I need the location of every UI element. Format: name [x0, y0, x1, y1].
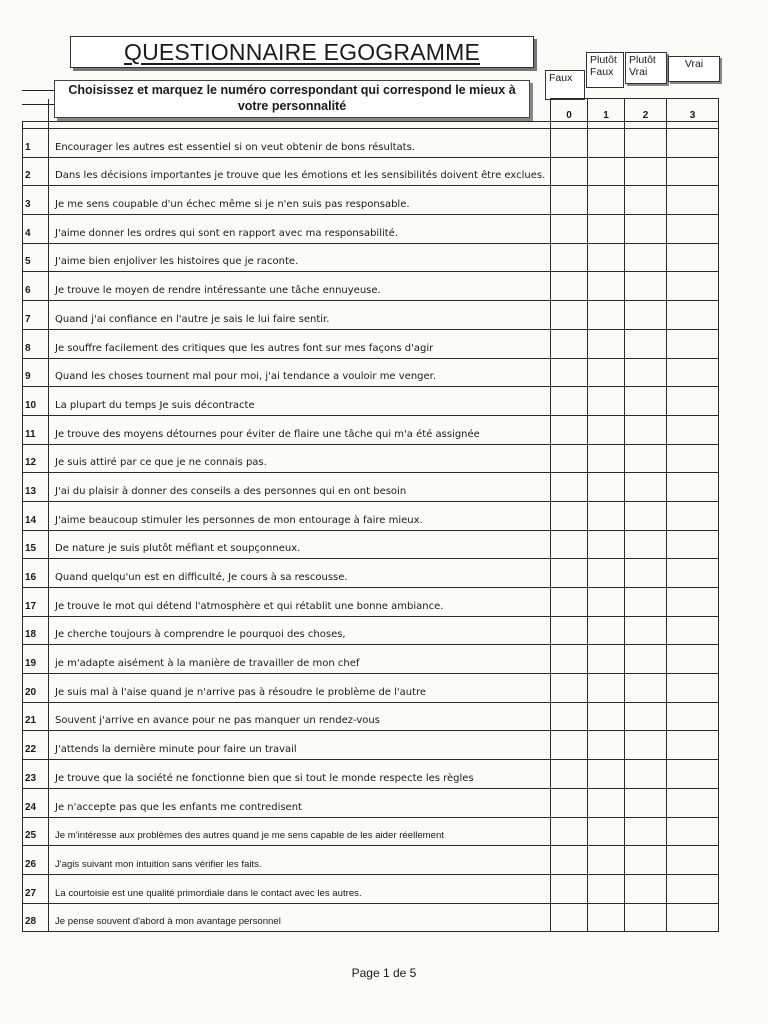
item-statement: Encourager les autres est essentiel si on veut obtenir de bons résultats.: [49, 129, 551, 158]
answer-cell-0[interactable]: [551, 358, 588, 387]
answer-cell-0[interactable]: [551, 645, 588, 674]
item-statement: Je trouve des moyens détournes pour éviter de flaire une tâche qui m'a été assignée: [49, 415, 551, 444]
answer-cell-1[interactable]: [588, 358, 625, 387]
item-statement: Je n'accepte pas que les enfants me contredisent: [49, 788, 551, 817]
answer-cell-3[interactable]: [667, 788, 719, 817]
item-number: 21: [23, 702, 49, 731]
item-statement: De nature je suis plutôt méfiant et soupçonneux.: [49, 530, 551, 559]
table-row: [23, 129, 719, 158]
answer-cell-0[interactable]: [551, 702, 588, 731]
item-statement: Je trouve que la société ne fonctionne bien que si tout le monde respecte les règles: [49, 760, 551, 789]
scale-value-0: 0: [551, 99, 588, 122]
answer-cell-2[interactable]: [625, 846, 667, 875]
scale-label: Plutôt Faux: [590, 54, 617, 78]
answer-cell-1[interactable]: [588, 387, 625, 416]
table-row: [23, 616, 719, 645]
item-statement: J'agis suivant mon intuition sans vérifier les faits.: [49, 846, 551, 875]
item-statement: Je me sens coupable d'un échec même si je n'en suis pas responsable.: [49, 186, 551, 215]
table-row: [23, 473, 719, 502]
table-row: [23, 788, 719, 817]
table-row: [23, 674, 719, 703]
answer-cell-0[interactable]: [551, 788, 588, 817]
empty-cell: [667, 122, 719, 129]
table-row: [23, 215, 719, 244]
table-stub-line: [22, 90, 54, 91]
table-row: [23, 702, 719, 731]
answer-cell-1[interactable]: [588, 215, 625, 244]
answer-cell-3[interactable]: [667, 186, 719, 215]
answer-cell-1[interactable]: [588, 501, 625, 530]
item-statement: Souvent j'arrive en avance pour ne pas manquer un rendez-vous: [49, 702, 551, 731]
scale-header-faux: [545, 70, 585, 100]
item-number: 10: [23, 387, 49, 416]
item-statement: J'attends la dernière minute pour faire un travail: [49, 731, 551, 760]
answer-cell-3[interactable]: [667, 903, 719, 932]
item-number: 26: [23, 846, 49, 875]
answer-cell-2[interactable]: [625, 301, 667, 330]
item-number: 2: [23, 157, 49, 186]
answer-cell-2[interactable]: [625, 129, 667, 158]
table-row: [23, 846, 719, 875]
scale-label: Plutôt Vrai: [629, 54, 656, 78]
answer-cell-3[interactable]: [667, 358, 719, 387]
answer-cell-1[interactable]: [588, 846, 625, 875]
answer-cell-3[interactable]: [667, 157, 719, 186]
answer-cell-1[interactable]: [588, 272, 625, 301]
answer-cell-1[interactable]: [588, 616, 625, 645]
item-statement: Je suis mal à l'aise quand je n'arrive pas à résoudre le problème de l'autre: [49, 674, 551, 703]
answer-cell-3[interactable]: [667, 387, 719, 416]
answer-cell-0[interactable]: [551, 243, 588, 272]
answer-cell-3[interactable]: [667, 530, 719, 559]
item-number: 24: [23, 788, 49, 817]
answer-cell-3[interactable]: [667, 415, 719, 444]
answer-cell-1[interactable]: [588, 186, 625, 215]
table-row: [23, 301, 719, 330]
answer-cell-0[interactable]: [551, 129, 588, 158]
item-number: 16: [23, 559, 49, 588]
item-number: 19: [23, 645, 49, 674]
answer-cell-3[interactable]: [667, 243, 719, 272]
table-row: [23, 157, 719, 186]
answer-cell-0[interactable]: [551, 444, 588, 473]
page-footer: Page 1 de 5: [351, 966, 417, 980]
answer-cell-0[interactable]: [551, 186, 588, 215]
answer-cell-3[interactable]: [667, 501, 719, 530]
instructions-box: Choisissez et marquez le numéro correspondant qui correspond le mieux à votre personnalité: [54, 80, 530, 118]
answer-cell-3[interactable]: [667, 731, 719, 760]
item-number: 7: [23, 301, 49, 330]
answer-cell-0[interactable]: [551, 157, 588, 186]
scale-label: Faux: [549, 72, 573, 84]
answer-cell-0[interactable]: [551, 272, 588, 301]
item-number: 25: [23, 817, 49, 846]
scale-value-2: 2: [625, 99, 667, 122]
answer-cell-3[interactable]: [667, 817, 719, 846]
answer-cell-0[interactable]: [551, 817, 588, 846]
answer-cell-2[interactable]: [625, 473, 667, 502]
item-statement: Quand j'ai confiance en l'autre je sais le lui faire sentir.: [49, 301, 551, 330]
answer-cell-0[interactable]: [551, 501, 588, 530]
table-row: [23, 387, 719, 416]
item-number: 8: [23, 329, 49, 358]
answer-cell-2[interactable]: [625, 329, 667, 358]
item-statement: Je m'intéresse aux problèmes des autres quand je me sens capable de les aider réellement: [49, 817, 551, 846]
answer-cell-2[interactable]: [625, 645, 667, 674]
table-row: [23, 530, 719, 559]
scale-value-3: 3: [667, 99, 719, 122]
item-number: 4: [23, 215, 49, 244]
answer-cell-2[interactable]: [625, 559, 667, 588]
answer-cell-3[interactable]: [667, 272, 719, 301]
item-statement: Dans les décisions importantes je trouve que les émotions et les sensibilités doivent être exclues.: [49, 157, 551, 186]
answer-cell-3[interactable]: [667, 444, 719, 473]
answer-cell-3[interactable]: [667, 129, 719, 158]
item-statement: Quand les choses tournent mal pour moi, j'ai tendance a vouloir me venger.: [49, 358, 551, 387]
item-statement: Je pense souvent d'abord à mon avantage personnel: [49, 903, 551, 932]
item-number: 5: [23, 243, 49, 272]
answer-cell-3[interactable]: [667, 874, 719, 903]
answer-cell-0[interactable]: [551, 616, 588, 645]
table-row: [23, 444, 719, 473]
answer-cell-1[interactable]: [588, 329, 625, 358]
answer-cell-2[interactable]: [625, 731, 667, 760]
answer-cell-2[interactable]: [625, 616, 667, 645]
scale-header-plutot-faux: [586, 52, 624, 88]
item-number: 3: [23, 186, 49, 215]
item-statement: J'aime bien enjoliver les histoires que je raconte.: [49, 243, 551, 272]
table-row: [23, 645, 719, 674]
answer-cell-3[interactable]: [667, 674, 719, 703]
spacer-row: [23, 122, 719, 129]
table-row: [23, 817, 719, 846]
answer-cell-2[interactable]: [625, 387, 667, 416]
scale-header-plutot-vrai: [625, 52, 667, 84]
item-number: 18: [23, 616, 49, 645]
answer-cell-1[interactable]: [588, 588, 625, 617]
table-row: [23, 186, 719, 215]
scale-header-vrai: [668, 56, 720, 82]
answer-cell-0[interactable]: [551, 301, 588, 330]
answer-cell-1[interactable]: [588, 760, 625, 789]
answer-cell-0[interactable]: [551, 760, 588, 789]
scale-value-1: 1: [588, 99, 625, 122]
empty-cell: [23, 99, 49, 122]
empty-cell: [23, 122, 49, 129]
item-number: 28: [23, 903, 49, 932]
answer-cell-3[interactable]: [667, 329, 719, 358]
item-number: 13: [23, 473, 49, 502]
page-title: QUESTIONNAIRE EGOGRAMME: [70, 36, 534, 68]
answer-cell-0[interactable]: [551, 530, 588, 559]
table-row: [23, 559, 719, 588]
answer-cell-1[interactable]: [588, 243, 625, 272]
answer-cell-2[interactable]: [625, 760, 667, 789]
answer-cell-3[interactable]: [667, 588, 719, 617]
item-statement: Je trouve le moyen de rendre intéressante une tâche ennuyeuse.: [49, 272, 551, 301]
answer-cell-1[interactable]: [588, 559, 625, 588]
answer-cell-0[interactable]: [551, 215, 588, 244]
item-statement: Je suis attiré par ce que je ne connais pas.: [49, 444, 551, 473]
answer-cell-2[interactable]: [625, 415, 667, 444]
answer-cell-1[interactable]: [588, 415, 625, 444]
empty-cell: [625, 122, 667, 129]
item-number: 22: [23, 731, 49, 760]
answer-cell-2[interactable]: [625, 501, 667, 530]
answer-cell-1[interactable]: [588, 817, 625, 846]
answer-cell-3[interactable]: [667, 559, 719, 588]
answer-cell-2[interactable]: [625, 157, 667, 186]
answer-cell-3[interactable]: [667, 760, 719, 789]
item-statement: La courtoisie est une qualité primordiale dans le contact avec les autres.: [49, 874, 551, 903]
item-statement: J'aime donner les ordres qui sont en rapport avec ma responsabilité.: [49, 215, 551, 244]
answer-cell-1[interactable]: [588, 903, 625, 932]
answer-cell-2[interactable]: [625, 358, 667, 387]
item-statement: je m'adapte aisément à la manière de travailler de mon chef: [49, 645, 551, 674]
item-statement: Je trouve le mot qui détend l'atmosphère et qui rétablit une bonne ambiance.: [49, 588, 551, 617]
table-row: [23, 358, 719, 387]
answer-cell-0[interactable]: [551, 387, 588, 416]
item-statement: Quand quelqu'un est en difficulté, Je cours à sa rescousse.: [49, 559, 551, 588]
answer-cell-1[interactable]: [588, 473, 625, 502]
empty-cell: [49, 122, 551, 129]
answer-cell-2[interactable]: [625, 874, 667, 903]
answer-cell-1[interactable]: [588, 702, 625, 731]
answer-cell-1[interactable]: [588, 129, 625, 158]
item-number: 1: [23, 129, 49, 158]
answer-cell-1[interactable]: [588, 788, 625, 817]
answer-cell-0[interactable]: [551, 329, 588, 358]
item-statement: Je cherche toujours à comprendre le pourquoi des choses,: [49, 616, 551, 645]
answer-cell-1[interactable]: [588, 530, 625, 559]
item-statement: Je souffre facilement des critiques que les autres font sur mes façons d'agir: [49, 329, 551, 358]
item-statement: J'ai du plaisir à donner des conseils a des personnes qui en ont besoin: [49, 473, 551, 502]
answer-cell-1[interactable]: [588, 874, 625, 903]
answer-cell-2[interactable]: [625, 903, 667, 932]
item-number: 15: [23, 530, 49, 559]
answer-cell-0[interactable]: [551, 415, 588, 444]
answer-cell-3[interactable]: [667, 473, 719, 502]
table-row: [23, 243, 719, 272]
answer-cell-3[interactable]: [667, 846, 719, 875]
answer-cell-2[interactable]: [625, 186, 667, 215]
answer-cell-0[interactable]: [551, 731, 588, 760]
item-statement: J'aime beaucoup stimuler les personnes de mon entourage à faire mieux.: [49, 501, 551, 530]
item-number: 6: [23, 272, 49, 301]
answer-cell-2[interactable]: [625, 215, 667, 244]
answer-cell-2[interactable]: [625, 444, 667, 473]
item-number: 20: [23, 674, 49, 703]
answer-cell-0[interactable]: [551, 674, 588, 703]
answer-cell-0[interactable]: [551, 473, 588, 502]
answer-cell-0[interactable]: [551, 903, 588, 932]
table-row: [23, 272, 719, 301]
table-row: [23, 329, 719, 358]
item-number: 12: [23, 444, 49, 473]
table-row: [23, 731, 719, 760]
answer-cell-3[interactable]: [667, 616, 719, 645]
empty-cell: [588, 122, 625, 129]
answer-cell-0[interactable]: [551, 846, 588, 875]
answer-cell-2[interactable]: [625, 243, 667, 272]
answer-cell-2[interactable]: [625, 817, 667, 846]
answer-cell-0[interactable]: [551, 559, 588, 588]
answer-cell-3[interactable]: [667, 301, 719, 330]
item-number: 14: [23, 501, 49, 530]
empty-cell: [551, 122, 588, 129]
answer-cell-1[interactable]: [588, 645, 625, 674]
table-row: [23, 903, 719, 932]
answer-cell-1[interactable]: [588, 157, 625, 186]
answer-cell-2[interactable]: [625, 702, 667, 731]
answer-cell-2[interactable]: [625, 530, 667, 559]
answer-cell-2[interactable]: [625, 272, 667, 301]
answer-cell-1[interactable]: [588, 444, 625, 473]
item-number: 9: [23, 358, 49, 387]
answer-cell-1[interactable]: [588, 301, 625, 330]
table-row: [23, 588, 719, 617]
answer-cell-3[interactable]: [667, 645, 719, 674]
item-statement: La plupart du temps Je suis décontracte: [49, 387, 551, 416]
item-number: 17: [23, 588, 49, 617]
table-row: [23, 415, 719, 444]
answer-cell-1[interactable]: [588, 674, 625, 703]
answer-cell-1[interactable]: [588, 731, 625, 760]
answer-cell-2[interactable]: [625, 588, 667, 617]
table-row: [23, 501, 719, 530]
table-row: [23, 760, 719, 789]
table-row: [23, 874, 719, 903]
answer-cell-2[interactable]: [625, 788, 667, 817]
scale-label: Vrai: [684, 58, 704, 70]
answer-cell-0[interactable]: [551, 588, 588, 617]
questionnaire-table: [22, 98, 719, 932]
answer-cell-2[interactable]: [625, 674, 667, 703]
item-number: 11: [23, 415, 49, 444]
item-number: 27: [23, 874, 49, 903]
answer-cell-3[interactable]: [667, 702, 719, 731]
item-number: 23: [23, 760, 49, 789]
answer-cell-0[interactable]: [551, 874, 588, 903]
answer-cell-3[interactable]: [667, 215, 719, 244]
